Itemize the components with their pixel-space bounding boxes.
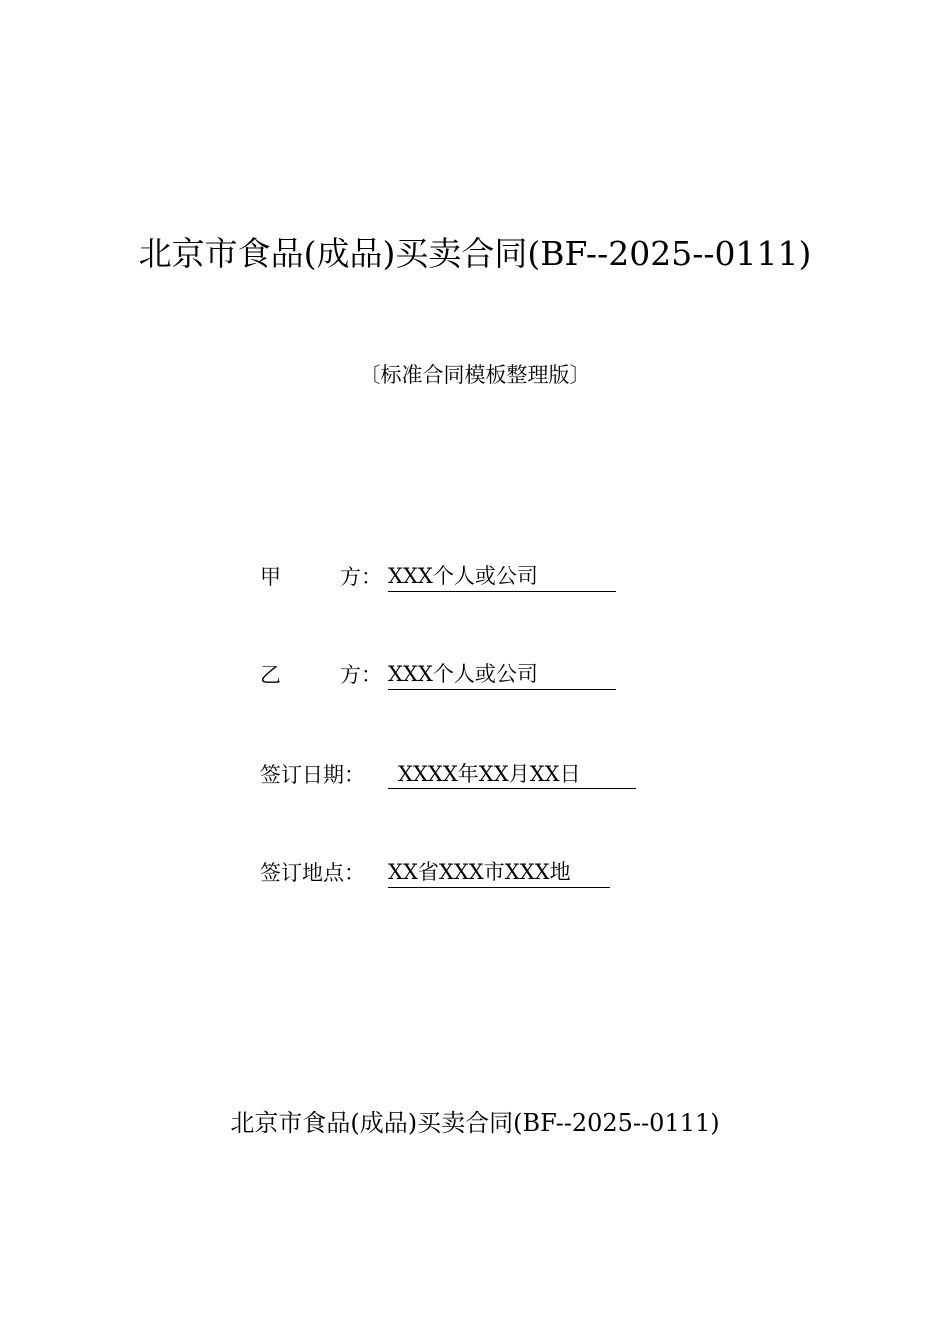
party-a-value: XXX个人或公司: [388, 562, 616, 592]
sign-place-value: XX省XXX市XXX地: [388, 858, 610, 888]
sign-date-value: XXXX年XX月XX日: [388, 760, 636, 789]
sign-place-row: [260, 858, 610, 888]
party-b-row: [260, 660, 616, 690]
party-a-label-char2: 方：: [340, 565, 382, 589]
page-subtitle: 〔标准合同模板整理版〕: [359, 363, 591, 387]
party-a-label: [260, 562, 388, 592]
party-a-label-char1: 甲: [260, 565, 281, 589]
party-b-value: XXX个人或公司: [388, 660, 616, 690]
party-b-label: [260, 660, 388, 690]
sign-date-label: 签订日期：: [260, 763, 365, 787]
party-b-label-char1: 乙: [260, 663, 281, 687]
page-title: 北京市食品(成品)买卖合同(BF--2025--0111): [138, 234, 812, 273]
sign-place-label: 签订地点：: [260, 861, 365, 885]
sign-date-row: [260, 760, 636, 790]
party-b-label-char2: 方：: [340, 663, 382, 687]
footer-title: 北京市食品(成品)买卖合同(BF--2025--0111): [230, 1109, 720, 1137]
party-a-row: [260, 562, 616, 592]
